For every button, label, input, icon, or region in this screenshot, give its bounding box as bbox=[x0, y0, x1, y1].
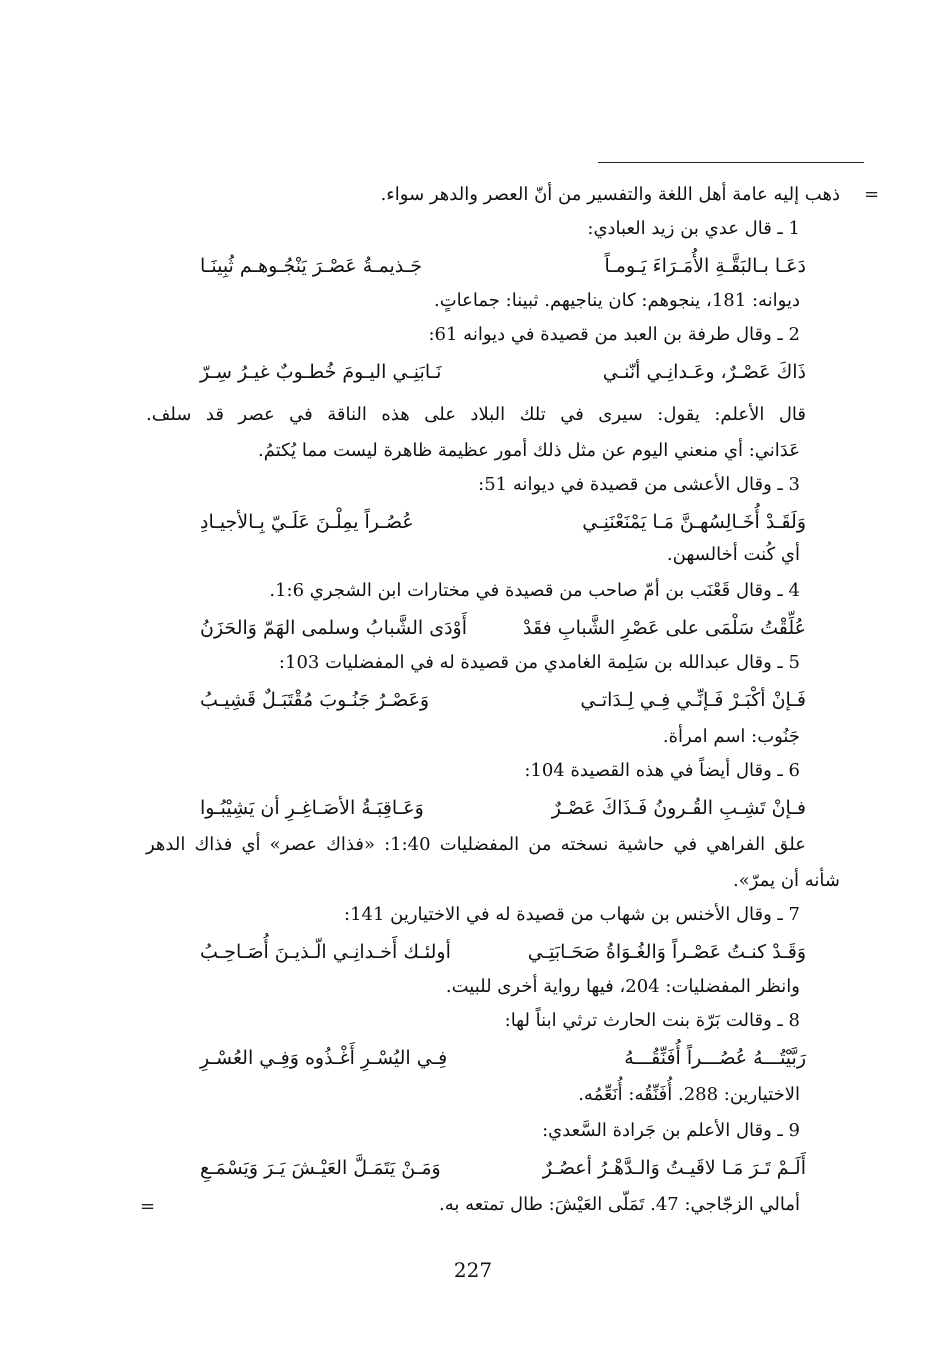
verse-6-second-hemistich: وَعَـاقِبَـةُ الأصَـاغِـرِ أن يَشِيْبُـوا bbox=[200, 797, 424, 819]
verse-2 bbox=[200, 356, 806, 388]
verse-1-second-hemistich: جَـذيمـةُ عَصْـرَ يَنْجُـوهـم ثُبِينَـا bbox=[200, 255, 423, 277]
verse-9-second-hemistich: وَمَـنْ يَتَمَـلَّ العَيْـشَ يَـرَ وَيَسْمَـعِ bbox=[200, 1157, 441, 1179]
verse-1 bbox=[200, 250, 806, 282]
citation-heading: 9 ـ وقال الأعلم بن جَرادة السَّعدي: bbox=[542, 1120, 800, 1141]
footnote-separator-rule bbox=[598, 162, 864, 163]
citation-heading: 1 ـ قال عدي بن زيد العبادي: bbox=[587, 218, 800, 239]
citation-heading: 4 ـ وقال قَعْنَب بن أمّ صاحب من قصيدة في مختارات ابن الشجري 1:6. bbox=[269, 580, 800, 601]
verse-5 bbox=[200, 684, 806, 716]
citation-heading: 5 ـ وقال عبدالله بن سَلِمة الغامدي من قصيدة له في المفضليات 103: bbox=[278, 652, 800, 673]
citation-heading: 3 ـ وقال الأعشى من قصيدة في ديوانه 51: bbox=[478, 474, 800, 495]
citation-heading: 2 ـ وقال طرفة بن العبد من قصيدة في ديوانه 61: bbox=[428, 324, 800, 345]
verse-5-second-hemistich: وَعَصْـرُ جَنُـوبَ مُقْتَبَـلٌ قَشِيـبُ bbox=[200, 689, 430, 711]
verse-4 bbox=[200, 612, 806, 644]
verse-3-second-hemistich: عُصُـراً يمِلْـنَ عَلَـيّ بِـالأجيـادِ bbox=[200, 511, 414, 533]
verse-8-first-hemistich: رَبَّيْتُـــهُ عُصُـــراً أُفَنِّقُـــهُ bbox=[624, 1047, 806, 1069]
verse-8-second-hemistich: فِـي اليُسْـرِ أَغْـذُوه وَفِـي العُسْـرِ bbox=[200, 1047, 448, 1069]
verse-7 bbox=[200, 936, 806, 968]
verse-3 bbox=[200, 506, 806, 538]
prose-line: شأنه أن يمرّ». bbox=[733, 870, 840, 891]
verse-3-first-hemistich: وَلَقَـدْ أُخَـالِسُهـنَّ مَـا يَمْنَعْنَنِـي bbox=[582, 511, 806, 533]
verse-note: ديوانه: 181، ينجوهم: كان يناجيهم. ثبينا: جماعاتٍ. bbox=[434, 290, 800, 311]
verse-7-first-hemistich: وَقَـدْ كنـتُ عَصْـراً وَالغُـوَاةُ صَحَـابَتِـي bbox=[527, 941, 806, 963]
prose-line: علق الفراهي في حاشية نسخته من المفضليات 1:40: «فذاك عصر» أي فذاك الدهر bbox=[146, 834, 806, 855]
prose-line: قال الأعلم: يقول: سيرى في تلك البلاد على هذه الناقة في عصر قد سلف. bbox=[146, 404, 806, 425]
verse-4-second-hemistich: أَوْدَى الشَّبابُ وسلمى الهَمّ وَالحَزَنُ bbox=[200, 617, 467, 639]
verse-note: أمالي الزجّاجي: 47. تَمَلّى العَيْشَ: طال تمتعه به. bbox=[439, 1194, 800, 1215]
verse-2-first-hemistich: ذَاكَ عَصْـرٌ، وعَـدانِـي أنّنـي bbox=[602, 361, 806, 383]
continuation-marker-top: = bbox=[864, 184, 880, 205]
verse-6-first-hemistich: فـإنْ تَشِـبِ القُـرونُ فَـذَاكَ عَصْـرٌ bbox=[551, 797, 806, 819]
citation-heading: 6 ـ وقال أيضاً في هذه القصيدة 104: bbox=[524, 760, 800, 781]
verse-note: جَنُوب: اسم امرأة. bbox=[662, 726, 800, 747]
verse-4-first-hemistich: عُلِّقْتُ سَلْمَى على عَصْرِ الشَّبابِ فقَدْ bbox=[523, 617, 806, 639]
verse-note: الاختيارين: 288. أُفَنِّقُه: أُنَعِّمُه. bbox=[578, 1084, 800, 1105]
continuation-marker-bottom: = bbox=[140, 1196, 156, 1217]
verse-note: أي كُنت أخالسهن. bbox=[666, 544, 800, 565]
verse-1-first-hemistich: دَعَـا بـالبَقَّـةِ الأُمَـرَاءَ يَـومـاً bbox=[604, 255, 806, 277]
verse-9-first-hemistich: أَلَـمْ تَـرَ مَـا لاقَيـتُ وَالـدَّهْـرُ أعصُـرٌ bbox=[542, 1157, 806, 1179]
verse-9 bbox=[200, 1152, 806, 1184]
verse-8 bbox=[200, 1042, 806, 1074]
verse-7-second-hemistich: أولئـك أَخـدانِـي الّـذيـنَ أُصَـاحِـبُ bbox=[200, 941, 451, 963]
prose-line: عَدَاني: أي منعني اليوم عن مثل ذلك أمور عظيمة ظاهرة ليست مما يُكتمُ. bbox=[258, 440, 800, 461]
page-number: 227 bbox=[453, 1258, 493, 1282]
verse-6 bbox=[200, 792, 806, 824]
citation-heading: 7 ـ وقال الأخنس بن شهاب من قصيدة له في الاختيارين 141: bbox=[343, 904, 800, 925]
citation-heading: 8 ـ وقالت بَرّة بنت الحارث ترثي ابناً لها: bbox=[504, 1010, 800, 1031]
verse-2-second-hemistich: نَـابَنِـي اليـومَ خُطـوبٌ غيـرُ سِـرّ bbox=[200, 361, 442, 383]
prose-line: ذهب إليه عامة أهل اللغة والتفسير من أنّ العصر والدهر سواء. bbox=[380, 184, 840, 205]
verse-5-first-hemistich: فَـإنْ أكْبَـرْ فَـإنِّـي فِـي لِـدَاتـي bbox=[580, 689, 806, 711]
verse-note: وانظر المفضليات: 204، فيها رواية أخرى للبيت. bbox=[445, 976, 800, 997]
